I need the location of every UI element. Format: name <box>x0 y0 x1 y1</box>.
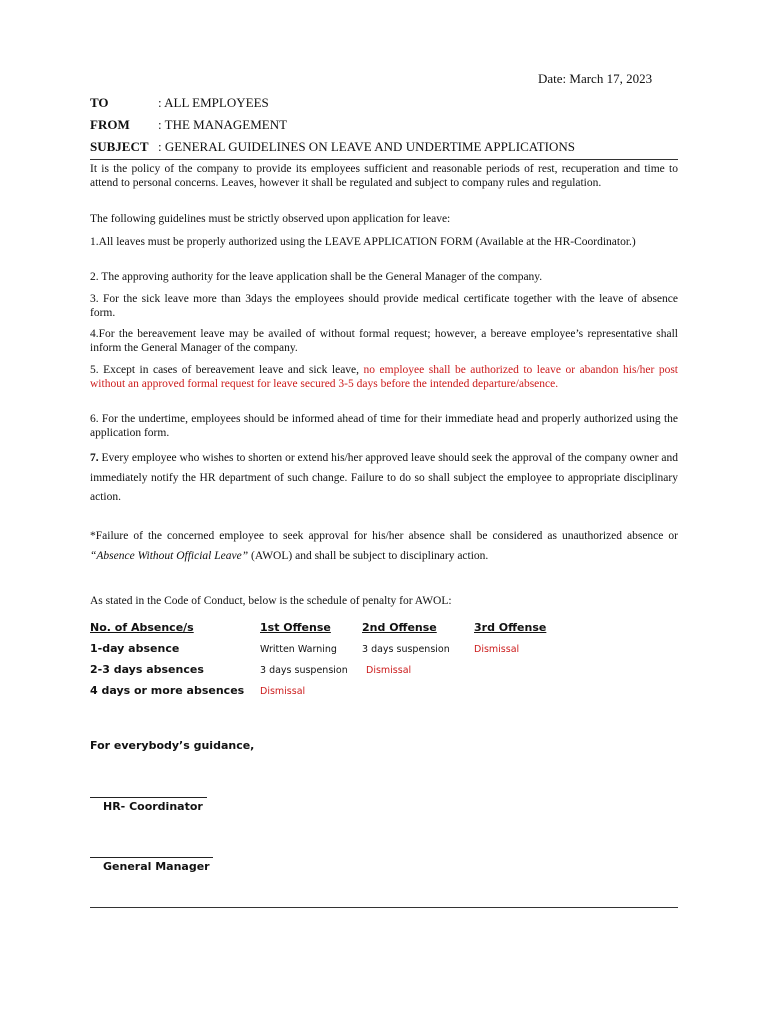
second-offense-penalty: Dismissal <box>366 665 412 676</box>
penalty-table <box>90 621 560 705</box>
table-row <box>90 663 560 684</box>
header-absences: No. of Absence/s <box>90 621 194 634</box>
penalty-table-header <box>90 621 560 642</box>
guideline-item-2: 2. The approving authority for the leave application shall be the General Manager of the company. <box>90 271 543 283</box>
to-label: TO <box>90 95 109 110</box>
absence-count: 2-3 days absences <box>90 663 204 676</box>
guideline-item-7-number: 7. <box>90 452 99 464</box>
signatory-general-manager: General Manager <box>103 860 210 873</box>
first-offense-penalty: Dismissal <box>260 686 306 697</box>
header-3rd-offense: 3rd Offense <box>474 621 547 634</box>
subject-label: SUBJECT <box>90 139 149 154</box>
table-row <box>90 642 560 663</box>
guideline-item-5 <box>90 363 678 391</box>
from-label: FROM <box>90 117 130 132</box>
header-1st-offense: 1st Offense <box>260 621 331 634</box>
closing-line: For everybody’s guidance, <box>90 739 255 752</box>
awol-prefix: *Failure of the concerned employee to seek approval for his/her absence shall be considered as unauthorized absence or <box>90 530 678 542</box>
guidelines-intro: The following guidelines must be strictly observed upon application for leave: <box>90 213 451 225</box>
guideline-item-5-emphasis: no employee shall be authorized to leave or abandon his/her post without an approved formal request for leave secured 3-5 days before the intended departure/absence. <box>90 364 678 390</box>
guideline-item-1: 1.All leaves must be properly authorized using the LEAVE APPLICATION FORM (Available at the HR-Coordinator.) <box>90 236 636 248</box>
header-2nd-offense: 2nd Offense <box>362 621 437 634</box>
absence-count: 4 days or more absences <box>90 684 245 697</box>
footer-divider <box>90 907 678 908</box>
subject-line <box>90 139 575 155</box>
guideline-item-3: 3. For the sick leave more than 3days the employees should provide medical certificate together with the leave of absence form. <box>90 293 678 319</box>
third-offense-penalty: Dismissal <box>474 644 520 655</box>
awol-italic-term: “Absence Without Official Leave” <box>90 549 249 562</box>
to-value: : ALL EMPLOYEES <box>158 95 269 110</box>
subject-value: : GENERAL GUIDELINES ON LEAVE AND UNDERTIME APPLICATIONS <box>158 139 576 154</box>
awol-suffix: (AWOL) and shall be subject to disciplinary action. <box>248 549 489 562</box>
guideline-item-7 <box>90 449 678 508</box>
signature-line-gm <box>90 857 213 858</box>
schedule-intro: As stated in the Code of Conduct, below is the schedule of penalty for AWOL: <box>90 595 452 607</box>
awol-paragraph <box>90 527 678 566</box>
second-offense-penalty: 3 days suspension <box>362 644 450 655</box>
to-line <box>90 95 269 111</box>
table-row <box>90 684 560 705</box>
intro-paragraph: It is the policy of the company to provide its employees sufficient and reasonable periods of rest, recuperation and time to attend to personal concerns. Leaves, however it shall be regulated and subject to company rules and regulation. <box>90 163 678 189</box>
signature-line-hr <box>90 797 207 798</box>
guideline-item-6: 6. For the undertime, employees should be informed ahead of time for their immediate head and properly authorized using the application form. <box>90 413 678 439</box>
from-line <box>90 117 287 133</box>
signatory-hr-coordinator: HR- Coordinator <box>103 800 203 813</box>
guideline-item-7-text: Every employee who wishes to shorten or extend his/her approved leave should seek the approval of the company owner and immediately notify the HR department of such change. Failure to do so shall subject the employee to appropriate disciplinary action. <box>90 452 678 503</box>
first-offense-penalty: Written Warning <box>260 644 337 655</box>
header-divider <box>90 159 678 160</box>
from-value: : THE MANAGEMENT <box>158 117 288 132</box>
guideline-item-5-prefix: 5. Except in cases of bereavement leave and sick leave, <box>90 364 364 376</box>
absence-count: 1-day absence <box>90 642 180 655</box>
guideline-item-4: 4.For the bereavement leave may be availed of without formal request; however, a bereave employee’s representative shall inform the General Manager of the company. <box>90 328 678 354</box>
first-offense-penalty: 3 days suspension <box>260 665 348 676</box>
memo-date: Date: March 17, 2023 <box>538 71 653 86</box>
